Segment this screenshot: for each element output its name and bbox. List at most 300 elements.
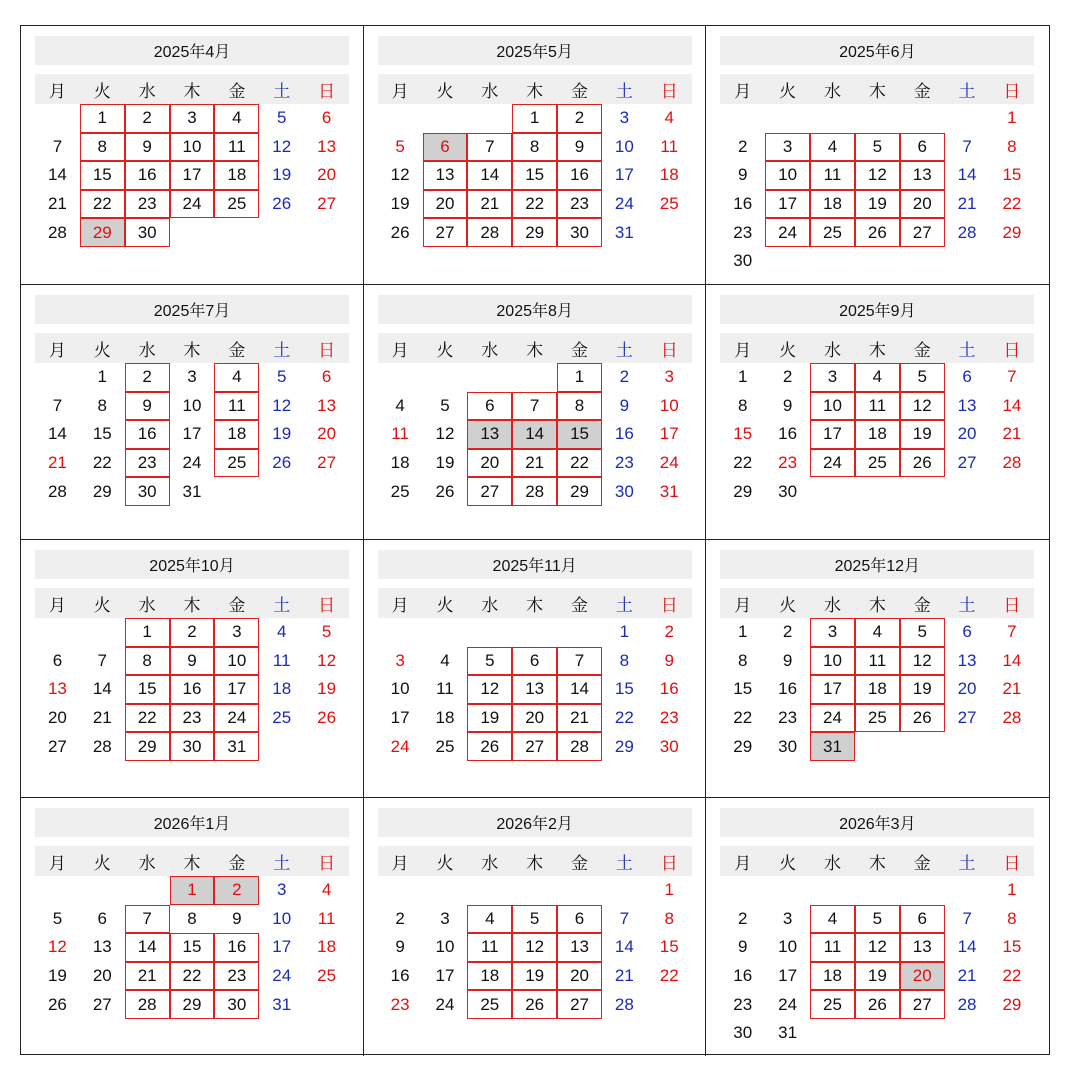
day-cell[interactable]: 10 [614, 136, 634, 156]
day-cell[interactable]: 29 [512, 218, 557, 247]
day-cell[interactable]: 31 [810, 732, 855, 761]
day-cell[interactable]: 7 [467, 133, 512, 162]
day-cell[interactable]: 4 [214, 104, 259, 133]
day-cell[interactable]: 11 [214, 133, 259, 162]
day-cell[interactable]: 14 [47, 424, 67, 444]
day-cell[interactable]: 25 [214, 449, 259, 478]
day-cell[interactable]: 13 [557, 933, 602, 962]
day-cell[interactable]: 19 [47, 966, 67, 986]
day-cell[interactable]: 18 [435, 708, 455, 728]
day-cell[interactable]: 20 [467, 449, 512, 478]
day-cell[interactable]: 24 [810, 704, 855, 733]
day-cell[interactable]: 28 [512, 477, 557, 506]
day-cell[interactable]: 1 [1007, 880, 1017, 900]
day-cell[interactable]: 1 [170, 876, 215, 905]
day-cell[interactable]: 24 [272, 966, 292, 986]
day-cell[interactable]: 3 [440, 908, 450, 928]
day-cell[interactable]: 1 [97, 367, 108, 387]
day-cell[interactable]: 1 [557, 363, 602, 392]
day-cell[interactable]: 15 [1002, 937, 1022, 957]
day-cell[interactable]: 8 [125, 647, 170, 676]
day-cell[interactable]: 13 [900, 933, 945, 962]
day-cell[interactable]: 3 [187, 367, 197, 387]
day-cell[interactable]: 11 [810, 161, 855, 190]
day-cell[interactable]: 18 [810, 190, 855, 219]
day-cell[interactable]: 27 [467, 477, 512, 506]
day-cell[interactable]: 20 [512, 704, 557, 733]
day-cell[interactable]: 26 [272, 453, 292, 473]
day-cell[interactable]: 14 [92, 679, 112, 699]
day-cell[interactable]: 16 [390, 966, 410, 986]
day-cell[interactable]: 20 [47, 708, 67, 728]
day-cell[interactable]: 7 [1007, 367, 1017, 387]
day-cell[interactable]: 3 [395, 650, 405, 670]
day-cell[interactable]: 10 [778, 937, 798, 957]
day-cell[interactable]: 11 [391, 424, 409, 444]
day-cell[interactable]: 4 [855, 618, 900, 647]
day-cell[interactable]: 29 [80, 218, 125, 247]
day-cell[interactable]: 6 [962, 367, 972, 387]
day-cell[interactable]: 20 [317, 424, 337, 444]
day-cell[interactable]: 5 [855, 133, 900, 162]
day-cell[interactable]: 22 [80, 190, 125, 219]
day-cell[interactable]: 31 [272, 994, 292, 1014]
day-cell[interactable]: 13 [512, 675, 557, 704]
day-cell[interactable]: 28 [614, 994, 634, 1014]
day-cell[interactable]: 3 [170, 104, 215, 133]
day-cell[interactable]: 23 [659, 708, 679, 728]
day-cell[interactable]: 19 [855, 962, 900, 991]
day-cell[interactable]: 30 [557, 218, 602, 247]
day-cell[interactable]: 20 [423, 190, 468, 219]
day-cell[interactable]: 12 [855, 933, 900, 962]
day-cell[interactable]: 19 [435, 453, 455, 473]
day-cell[interactable]: 16 [733, 194, 753, 214]
day-cell[interactable]: 17 [778, 966, 798, 986]
day-cell[interactable]: 20 [92, 966, 112, 986]
day-cell[interactable]: 19 [467, 704, 512, 733]
day-cell[interactable]: 18 [855, 420, 900, 449]
day-cell[interactable]: 11 [436, 679, 454, 699]
day-cell[interactable]: 22 [92, 453, 112, 473]
day-cell[interactable]: 20 [900, 190, 945, 219]
day-cell[interactable]: 13 [423, 161, 468, 190]
day-cell[interactable]: 25 [214, 190, 259, 219]
day-cell[interactable]: 17 [765, 190, 810, 219]
day-cell[interactable]: 27 [317, 194, 337, 214]
day-cell[interactable]: 29 [557, 477, 602, 506]
day-cell[interactable]: 17 [170, 161, 215, 190]
day-cell[interactable]: 20 [957, 424, 977, 444]
day-cell[interactable]: 24 [435, 994, 455, 1014]
day-cell[interactable]: 12 [272, 395, 292, 415]
day-cell[interactable]: 9 [557, 133, 602, 162]
day-cell[interactable]: 25 [467, 990, 512, 1019]
day-cell[interactable]: 31 [778, 1023, 798, 1043]
day-cell[interactable]: 8 [1007, 136, 1017, 156]
day-cell[interactable]: 1 [512, 104, 557, 133]
day-cell[interactable]: 27 [957, 453, 977, 473]
day-cell[interactable]: 5 [855, 905, 900, 934]
day-cell[interactable]: 22 [659, 966, 679, 986]
day-cell[interactable]: 4 [467, 905, 512, 934]
day-cell[interactable]: 6 [467, 392, 512, 421]
day-cell[interactable]: 24 [810, 449, 855, 478]
day-cell[interactable]: 19 [272, 424, 292, 444]
day-cell[interactable]: 5 [52, 908, 63, 928]
day-cell[interactable]: 15 [733, 424, 753, 444]
day-cell[interactable]: 23 [125, 449, 170, 478]
day-cell[interactable]: 4 [214, 363, 259, 392]
day-cell[interactable]: 15 [733, 679, 753, 699]
day-cell[interactable]: 9 [664, 650, 674, 670]
day-cell[interactable]: 14 [957, 937, 977, 957]
day-cell[interactable]: 5 [440, 395, 450, 415]
day-cell[interactable]: 2 [557, 104, 602, 133]
day-cell[interactable]: 1 [738, 622, 748, 642]
day-cell[interactable]: 1 [619, 622, 630, 642]
day-cell[interactable]: 6 [557, 905, 602, 934]
day-cell[interactable]: 8 [80, 133, 125, 162]
day-cell[interactable]: 7 [125, 905, 170, 934]
day-cell[interactable]: 5 [512, 905, 557, 934]
day-cell[interactable]: 7 [1007, 622, 1017, 642]
day-cell[interactable]: 30 [733, 251, 753, 271]
day-cell[interactable]: 21 [92, 708, 112, 728]
day-cell[interactable]: 4 [321, 880, 332, 900]
day-cell[interactable]: 29 [733, 481, 753, 501]
day-cell[interactable]: 18 [272, 679, 292, 699]
day-cell[interactable]: 3 [214, 618, 259, 647]
day-cell[interactable]: 20 [900, 962, 945, 991]
day-cell[interactable]: 5 [395, 136, 405, 156]
day-cell[interactable]: 18 [855, 675, 900, 704]
day-cell[interactable]: 10 [182, 395, 202, 415]
day-cell[interactable]: 12 [512, 933, 557, 962]
day-cell[interactable]: 22 [614, 708, 634, 728]
day-cell[interactable]: 1 [1007, 108, 1017, 128]
day-cell[interactable]: 20 [957, 679, 977, 699]
day-cell[interactable]: 5 [276, 108, 287, 128]
day-cell[interactable]: 4 [664, 108, 674, 128]
day-cell[interactable]: 4 [395, 395, 405, 415]
day-cell[interactable]: 9 [782, 395, 793, 415]
day-cell[interactable]: 22 [557, 449, 602, 478]
day-cell[interactable]: 12 [317, 650, 337, 670]
day-cell[interactable]: 18 [317, 937, 337, 957]
day-cell[interactable]: 7 [962, 136, 972, 156]
day-cell[interactable]: 11 [317, 908, 336, 928]
day-cell[interactable]: 8 [512, 133, 557, 162]
day-cell[interactable]: 31 [659, 481, 679, 501]
day-cell[interactable]: 16 [125, 161, 170, 190]
day-cell[interactable]: 15 [125, 675, 170, 704]
day-cell[interactable]: 23 [733, 994, 753, 1014]
day-cell[interactable]: 15 [659, 937, 679, 957]
day-cell[interactable]: 4 [440, 650, 450, 670]
day-cell[interactable]: 31 [214, 732, 259, 761]
day-cell[interactable]: 18 [467, 962, 512, 991]
day-cell[interactable]: 12 [467, 675, 512, 704]
day-cell[interactable]: 28 [957, 222, 977, 242]
day-cell[interactable]: 15 [1002, 165, 1022, 185]
day-cell[interactable]: 4 [810, 905, 855, 934]
day-cell[interactable]: 3 [810, 363, 855, 392]
day-cell[interactable]: 28 [957, 994, 977, 1014]
day-cell[interactable]: 14 [614, 937, 634, 957]
day-cell[interactable]: 25 [855, 449, 900, 478]
day-cell[interactable]: 2 [782, 622, 793, 642]
day-cell[interactable]: 30 [214, 990, 259, 1019]
day-cell[interactable]: 17 [182, 424, 202, 444]
day-cell[interactable]: 21 [614, 966, 634, 986]
day-cell[interactable]: 13 [900, 161, 945, 190]
day-cell[interactable]: 28 [557, 732, 602, 761]
day-cell[interactable]: 17 [810, 420, 855, 449]
day-cell[interactable]: 19 [272, 165, 292, 185]
day-cell[interactable]: 25 [810, 218, 855, 247]
day-cell[interactable]: 5 [321, 622, 332, 642]
day-cell[interactable]: 24 [214, 704, 259, 733]
day-cell[interactable]: 22 [1002, 194, 1022, 214]
day-cell[interactable]: 23 [390, 994, 410, 1014]
day-cell[interactable]: 19 [512, 962, 557, 991]
day-cell[interactable]: 15 [92, 424, 112, 444]
day-cell[interactable]: 11 [810, 933, 855, 962]
day-cell[interactable]: 25 [272, 708, 292, 728]
day-cell[interactable]: 9 [125, 392, 170, 421]
day-cell[interactable]: 27 [92, 994, 112, 1014]
day-cell[interactable]: 30 [778, 736, 798, 756]
day-cell[interactable]: 27 [317, 453, 337, 473]
day-cell[interactable]: 12 [272, 136, 292, 156]
day-cell[interactable]: 30 [125, 477, 170, 506]
day-cell[interactable]: 21 [957, 194, 977, 214]
day-cell[interactable]: 11 [855, 392, 900, 421]
day-cell[interactable]: 24 [390, 736, 410, 756]
day-cell[interactable]: 27 [512, 732, 557, 761]
day-cell[interactable]: 26 [272, 194, 292, 214]
day-cell[interactable]: 23 [733, 222, 753, 242]
day-cell[interactable]: 7 [557, 647, 602, 676]
day-cell[interactable]: 18 [390, 453, 410, 473]
day-cell[interactable]: 19 [317, 679, 337, 699]
day-cell[interactable]: 7 [52, 136, 63, 156]
day-cell[interactable]: 16 [125, 420, 170, 449]
day-cell[interactable]: 5 [276, 367, 287, 387]
day-cell[interactable]: 21 [47, 194, 67, 214]
day-cell[interactable]: 13 [92, 937, 112, 957]
day-cell[interactable]: 10 [390, 679, 410, 699]
day-cell[interactable]: 2 [170, 618, 215, 647]
day-cell[interactable]: 31 [614, 222, 634, 242]
day-cell[interactable]: 1 [80, 104, 125, 133]
day-cell[interactable]: 16 [214, 933, 259, 962]
day-cell[interactable]: 2 [738, 136, 748, 156]
day-cell[interactable]: 22 [733, 708, 753, 728]
day-cell[interactable]: 21 [47, 453, 67, 473]
day-cell[interactable]: 17 [810, 675, 855, 704]
day-cell[interactable]: 13 [317, 395, 337, 415]
day-cell[interactable]: 23 [557, 190, 602, 219]
day-cell[interactable]: 22 [125, 704, 170, 733]
day-cell[interactable]: 2 [664, 622, 674, 642]
day-cell[interactable]: 7 [962, 908, 972, 928]
day-cell[interactable]: 26 [317, 708, 337, 728]
day-cell[interactable]: 21 [957, 966, 977, 986]
day-cell[interactable]: 5 [467, 647, 512, 676]
day-cell[interactable]: 14 [557, 675, 602, 704]
day-cell[interactable]: 17 [659, 424, 679, 444]
day-cell[interactable]: 28 [467, 218, 512, 247]
day-cell[interactable]: 27 [900, 990, 945, 1019]
day-cell[interactable]: 16 [170, 675, 215, 704]
day-cell[interactable]: 26 [467, 732, 512, 761]
day-cell[interactable]: 10 [272, 908, 292, 928]
day-cell[interactable]: 28 [92, 736, 112, 756]
day-cell[interactable]: 10 [765, 161, 810, 190]
day-cell[interactable]: 29 [92, 481, 112, 501]
day-cell[interactable]: 17 [214, 675, 259, 704]
day-cell[interactable]: 26 [435, 481, 455, 501]
day-cell[interactable]: 29 [1002, 222, 1022, 242]
day-cell[interactable]: 9 [170, 647, 215, 676]
day-cell[interactable]: 15 [80, 161, 125, 190]
day-cell[interactable]: 26 [390, 222, 410, 242]
day-cell[interactable]: 28 [47, 222, 67, 242]
day-cell[interactable]: 8 [557, 392, 602, 421]
day-cell[interactable]: 3 [276, 880, 287, 900]
day-cell[interactable]: 27 [557, 990, 602, 1019]
day-cell[interactable]: 3 [619, 108, 630, 128]
day-cell[interactable]: 13 [47, 679, 67, 699]
day-cell[interactable]: 12 [435, 424, 455, 444]
day-cell[interactable]: 2 [125, 363, 170, 392]
day-cell[interactable]: 21 [557, 704, 602, 733]
day-cell[interactable]: 25 [390, 481, 410, 501]
day-cell[interactable]: 28 [1002, 708, 1022, 728]
day-cell[interactable]: 18 [810, 962, 855, 991]
day-cell[interactable]: 24 [659, 453, 679, 473]
day-cell[interactable]: 13 [317, 136, 337, 156]
day-cell[interactable]: 9 [738, 937, 748, 957]
day-cell[interactable]: 30 [778, 481, 798, 501]
day-cell[interactable]: 21 [1002, 424, 1022, 444]
day-cell[interactable]: 8 [187, 908, 197, 928]
day-cell[interactable]: 10 [659, 395, 679, 415]
day-cell[interactable]: 10 [214, 647, 259, 676]
day-cell[interactable]: 11 [660, 136, 679, 156]
day-cell[interactable]: 4 [276, 622, 287, 642]
day-cell[interactable]: 16 [778, 679, 798, 699]
day-cell[interactable]: 16 [733, 966, 753, 986]
day-cell[interactable]: 24 [614, 194, 634, 214]
day-cell[interactable]: 19 [900, 675, 945, 704]
day-cell[interactable]: 3 [664, 367, 674, 387]
day-cell[interactable]: 7 [52, 395, 63, 415]
day-cell[interactable]: 14 [1002, 395, 1022, 415]
day-cell[interactable]: 6 [512, 647, 557, 676]
day-cell[interactable]: 8 [738, 395, 748, 415]
day-cell[interactable]: 23 [214, 962, 259, 991]
day-cell[interactable]: 14 [467, 161, 512, 190]
day-cell[interactable]: 10 [810, 647, 855, 676]
day-cell[interactable]: 29 [125, 732, 170, 761]
day-cell[interactable]: 26 [855, 990, 900, 1019]
day-cell[interactable]: 23 [614, 453, 634, 473]
day-cell[interactable]: 18 [214, 420, 259, 449]
day-cell[interactable]: 6 [962, 622, 972, 642]
day-cell[interactable]: 15 [614, 679, 634, 699]
day-cell[interactable]: 4 [855, 363, 900, 392]
day-cell[interactable]: 28 [125, 990, 170, 1019]
day-cell[interactable]: 28 [1002, 453, 1022, 473]
day-cell[interactable]: 19 [390, 194, 410, 214]
day-cell[interactable]: 22 [733, 453, 753, 473]
day-cell[interactable]: 26 [855, 218, 900, 247]
day-cell[interactable]: 20 [557, 962, 602, 991]
day-cell[interactable]: 13 [957, 395, 977, 415]
day-cell[interactable]: 19 [855, 190, 900, 219]
day-cell[interactable]: 2 [395, 908, 405, 928]
day-cell[interactable]: 5 [900, 618, 945, 647]
day-cell[interactable]: 8 [664, 908, 674, 928]
day-cell[interactable]: 12 [900, 392, 945, 421]
day-cell[interactable]: 14 [1002, 650, 1022, 670]
day-cell[interactable]: 23 [778, 708, 798, 728]
day-cell[interactable]: 9 [619, 395, 630, 415]
day-cell[interactable]: 23 [170, 704, 215, 733]
day-cell[interactable]: 2 [738, 908, 748, 928]
day-cell[interactable]: 22 [1002, 966, 1022, 986]
day-cell[interactable]: 16 [614, 424, 634, 444]
day-cell[interactable]: 30 [733, 1023, 753, 1043]
day-cell[interactable]: 29 [1002, 994, 1022, 1014]
day-cell[interactable]: 15 [557, 420, 602, 449]
day-cell[interactable]: 29 [170, 990, 215, 1019]
day-cell[interactable]: 2 [619, 367, 630, 387]
day-cell[interactable]: 22 [170, 962, 215, 991]
day-cell[interactable]: 25 [435, 736, 455, 756]
day-cell[interactable]: 17 [435, 966, 455, 986]
day-cell[interactable]: 16 [778, 424, 798, 444]
day-cell[interactable]: 6 [321, 108, 332, 128]
day-cell[interactable]: 7 [619, 908, 630, 928]
day-cell[interactable]: 10 [810, 392, 855, 421]
day-cell[interactable]: 27 [900, 218, 945, 247]
day-cell[interactable]: 1 [125, 618, 170, 647]
day-cell[interactable]: 6 [321, 367, 332, 387]
day-cell[interactable]: 14 [957, 165, 977, 185]
day-cell[interactable]: 21 [1002, 679, 1022, 699]
day-cell[interactable]: 21 [512, 449, 557, 478]
day-cell[interactable]: 25 [810, 990, 855, 1019]
day-cell[interactable]: 25 [317, 966, 337, 986]
day-cell[interactable]: 31 [182, 481, 202, 501]
day-cell[interactable]: 15 [170, 933, 215, 962]
day-cell[interactable]: 5 [900, 363, 945, 392]
day-cell[interactable]: 17 [390, 708, 410, 728]
day-cell[interactable]: 27 [423, 218, 468, 247]
day-cell[interactable]: 11 [467, 933, 512, 962]
day-cell[interactable]: 1 [664, 880, 674, 900]
day-cell[interactable]: 8 [1007, 908, 1017, 928]
day-cell[interactable]: 23 [125, 190, 170, 219]
day-cell[interactable]: 26 [900, 704, 945, 733]
day-cell[interactable]: 9 [738, 165, 748, 185]
day-cell[interactable]: 14 [47, 165, 67, 185]
day-cell[interactable]: 28 [47, 481, 67, 501]
